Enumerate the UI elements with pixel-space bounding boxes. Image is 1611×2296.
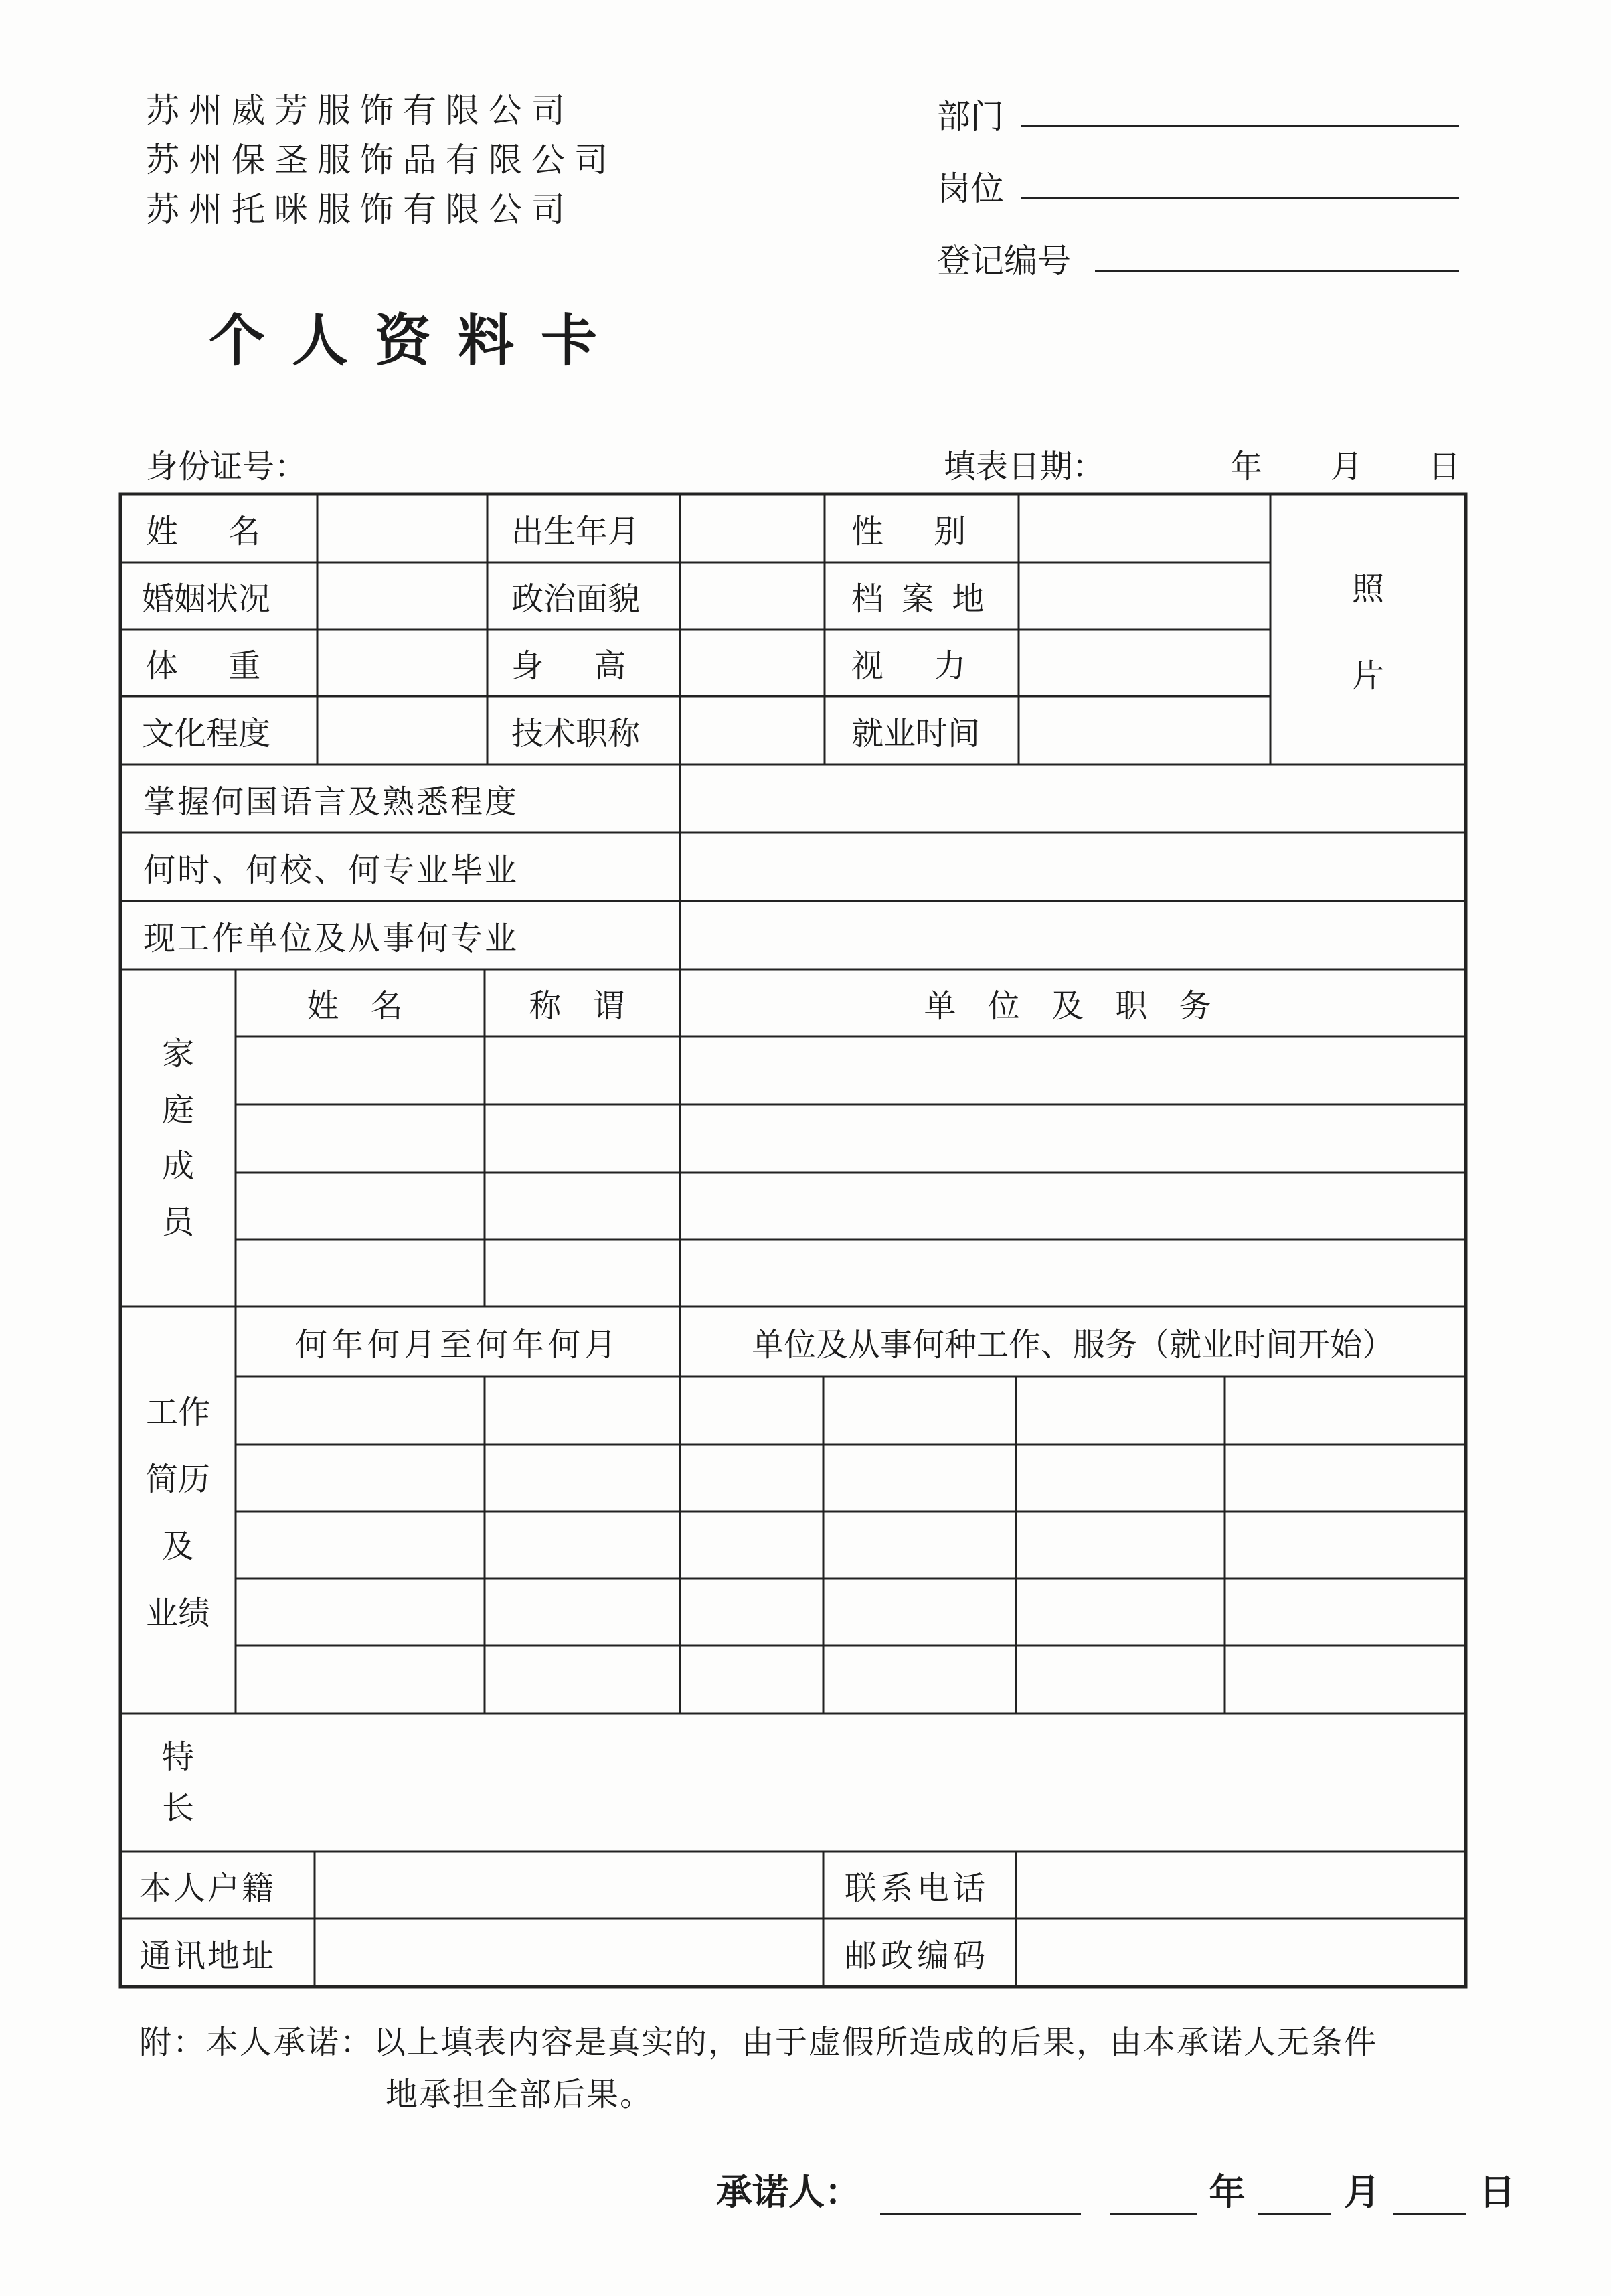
weight-label: 体 重 bbox=[146, 647, 281, 685]
family-members-entries[interactable] bbox=[236, 1036, 1466, 1307]
name-label: 姓 名 bbox=[146, 512, 281, 550]
address-label: 通讯地址 bbox=[139, 1937, 276, 1975]
page-title: 个人资料卡 bbox=[209, 307, 624, 374]
graduation-input[interactable] bbox=[680, 833, 1466, 901]
family-col-name: 姓 名 bbox=[307, 987, 414, 1025]
address-input[interactable] bbox=[315, 1918, 823, 1987]
signature-input[interactable] bbox=[880, 2186, 1081, 2215]
household-input[interactable] bbox=[315, 1852, 823, 1918]
languages-label: 掌握何国语言及熟悉程度 bbox=[143, 783, 519, 821]
gender-label: 性 别 bbox=[851, 512, 987, 550]
work-col-detail: 单位及从事何种工作、服务（就业时间开始） bbox=[751, 1325, 1394, 1364]
technical-title-input[interactable] bbox=[680, 696, 825, 764]
fill-date-year: 年 bbox=[1230, 448, 1263, 485]
birth-date-label: 出生年月 bbox=[511, 512, 641, 550]
signature-row bbox=[716, 2163, 1515, 2213]
specialty-input[interactable] bbox=[236, 1714, 1466, 1852]
reg-no-label: 登记编号 bbox=[937, 242, 1071, 280]
marital-status-label: 婚姻状况 bbox=[142, 580, 271, 618]
signature-year-label: 年 bbox=[1209, 2171, 1246, 2213]
position-label: 岗位 bbox=[937, 169, 1004, 208]
technical-title-label: 技术职称 bbox=[511, 714, 641, 752]
signature-day-input[interactable] bbox=[1393, 2186, 1466, 2215]
name-input[interactable] bbox=[317, 494, 487, 562]
signature-month-input[interactable] bbox=[1258, 2186, 1331, 2215]
gender-input[interactable] bbox=[1019, 494, 1270, 562]
education-input[interactable] bbox=[317, 696, 487, 764]
department-label: 部门 bbox=[937, 97, 1004, 136]
fill-date-label: 填表日期： bbox=[944, 448, 1105, 485]
id-number-label: 身份证号： bbox=[146, 448, 307, 485]
current-work-label: 现工作单位及从事何专业 bbox=[143, 919, 519, 957]
employment-time-input[interactable] bbox=[1019, 696, 1270, 764]
signature-day-label: 日 bbox=[1478, 2171, 1515, 2213]
height-input[interactable] bbox=[680, 629, 825, 696]
fill-date-day: 日 bbox=[1428, 448, 1461, 485]
postcode-label: 邮政编码 bbox=[845, 1937, 990, 1975]
postcode-input[interactable] bbox=[1016, 1918, 1466, 1987]
company-name: 苏州保圣服饰品有限公司 bbox=[146, 141, 617, 179]
weight-input[interactable] bbox=[317, 629, 487, 696]
current-work-input[interactable] bbox=[680, 901, 1466, 969]
signature-month-label: 月 bbox=[1344, 2171, 1381, 2213]
phone-input[interactable] bbox=[1016, 1852, 1466, 1918]
birth-date-input[interactable] bbox=[680, 494, 825, 562]
company-name: 苏州威芳服饰有限公司 bbox=[146, 91, 574, 130]
company-name: 苏州托咪服饰有限公司 bbox=[146, 190, 574, 229]
commitment-note-line2: 地承担全部后果。 bbox=[386, 2076, 654, 2113]
family-col-unit: 单 位 及 职 务 bbox=[924, 987, 1222, 1025]
height-label: 身 高 bbox=[511, 647, 647, 685]
work-col-period: 何年何月至何年何月 bbox=[294, 1325, 620, 1364]
household-label: 本人户籍 bbox=[139, 1869, 276, 1907]
political-status-label: 政治面貌 bbox=[511, 580, 641, 618]
archive-location-input[interactable] bbox=[1019, 562, 1270, 629]
eyesight-input[interactable] bbox=[1019, 629, 1270, 696]
signature-year-input[interactable] bbox=[1110, 2186, 1197, 2215]
work-history-entries[interactable] bbox=[236, 1376, 1466, 1714]
political-status-input[interactable] bbox=[680, 562, 825, 629]
photo-placeholder: 照 片 bbox=[1351, 570, 1384, 695]
fill-date-month: 月 bbox=[1331, 448, 1363, 485]
employment-time-label: 就业时间 bbox=[851, 714, 981, 752]
archive-location-label: 档 案 地 bbox=[851, 580, 989, 618]
signature-label: 承诺人： bbox=[716, 2171, 861, 2213]
phone-label: 联系电话 bbox=[845, 1869, 990, 1907]
commitment-note-line1: 附：本人承诺：以上填表内容是真实的，由于虚假所造成的后果，由本承诺人无条件 bbox=[139, 2024, 1378, 2061]
graduation-label: 何时、何校、何专业毕业 bbox=[143, 851, 519, 889]
family-col-relation: 称 谓 bbox=[529, 987, 636, 1025]
marital-status-input[interactable] bbox=[317, 562, 487, 629]
work-history-label: 工作 简历 及 业绩 bbox=[145, 1394, 210, 1632]
eyesight-label: 视 力 bbox=[851, 647, 987, 685]
specialty-label: 特 长 bbox=[161, 1738, 194, 1827]
languages-input[interactable] bbox=[680, 764, 1466, 833]
education-label: 文化程度 bbox=[142, 714, 271, 752]
family-members-label: 家 庭 成 员 bbox=[161, 1035, 194, 1241]
